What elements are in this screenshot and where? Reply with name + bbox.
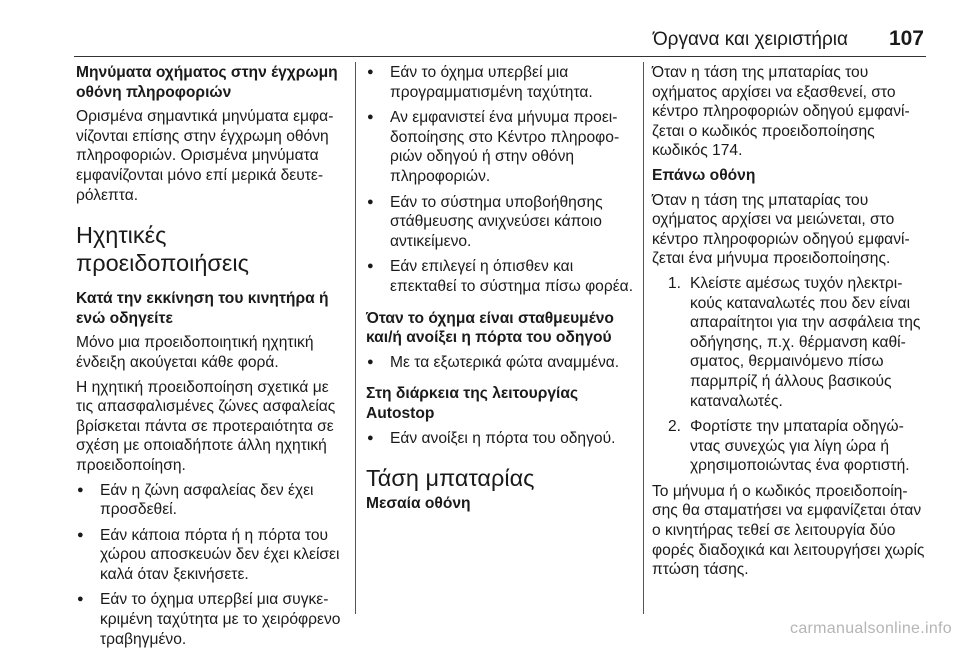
list-item: [652, 417, 928, 476]
list-item: ● Εάν το όχημα υπερβεί μια συγκεκριμένη ταχύτητα με το χειρόφρενο τραβηγμένο.: [76, 590, 344, 649]
column-divider: [355, 62, 356, 614]
paragraph: Ορισμένα σημαντικά μηνύματα εμφανίζονται επίσης στην έγχρωμη οθόνη πληροφοριών. Ορισμένα μηνύματα εμφανίζονται μόνο επί μερικά δευτερόλεπτα.: [76, 108, 334, 204]
paragraph: Η ηχητική προειδοποίηση σχετικά με τις απασφαλισμένες ζώνες ασφαλείας βρίσκεται πάντα σε προτεραιότητα σε σχέση με οποιαδήποτε άλλη ηχητική προειδοποίηση.: [76, 378, 336, 474]
step-text: Φορτίστε την μπαταρία οδηγώντας συνεχώς για λίγη ώρα ή χρησιμοποιώντας ένα φορτιστή.: [690, 418, 910, 475]
page-number: 107: [888, 27, 924, 50]
list-item: ● Εάν κάποια πόρτα ή η πόρτα του χώρου αποσκευών δεν έχει κλείσει καλά όταν ξεκινήσετε.: [76, 526, 344, 585]
list-item: ● Εάν επιλεγεί η όπισθεν και επεκταθεί το σύστημα πίσω φορέα.: [366, 257, 634, 296]
paragraph: Όταν η τάση της μπαταρίας του οχήματος αρχίσει να εξασθενεί, στο κέντρο πληροφοριών οδηγού εμφανίζεται ο κωδικός προειδοποίησης κωδικός 174.: [652, 64, 910, 160]
paragraph: Μόνο μια προειδοποιητική ηχητική ένδειξη ακούγεται κάθε φορά.: [76, 334, 314, 371]
list-item: ● Εάν η ζώνη ασφαλείας δεν έχει προσδεθεί.: [76, 481, 344, 520]
list-item: ● Εάν ανοίξει η πόρτα του οδηγού.: [366, 429, 634, 449]
column-right: [652, 63, 928, 585]
subheading-parked: Όταν το όχημα είναι σταθμευμένο και/ή ανοίξει η πόρτα του οδηγού: [366, 309, 614, 347]
paragraph: Όταν η τάση της μπαταρίας του οχήματος αρχίσει να μειώνεται, στο κέντρο πληροφοριών οδηγού εμφανίζεται ένα μήνυμα προειδοποίησης.: [652, 191, 910, 268]
subheading-upper-display: Επάνω οθόνη: [652, 166, 756, 184]
step-number: 2.: [668, 418, 682, 436]
bullet-list: [366, 63, 634, 297]
section-title-battery-voltage: Τάση μπαταρίας: [366, 465, 535, 492]
header-rule: [74, 56, 926, 57]
watermark: carmanualsonline.info: [790, 620, 952, 637]
subheading-middle-display: Μεσαία οθόνη: [366, 495, 471, 513]
list-item: ● Αν εμφανιστεί ένα μήνυμα προειδοποίησης στο Κέντρο πληροφοριών οδηγού ή στην οθόνη πληροφοριών.: [366, 108, 634, 186]
bullet-list: [76, 481, 344, 650]
list-item: [652, 274, 928, 411]
bullet-list: [366, 353, 634, 373]
step-number: 1.: [668, 274, 682, 292]
list-item: ● Εάν το όχημα υπερβεί μια προγραμματισμένη ταχύτητα.: [366, 63, 634, 102]
list-item: ● Εάν το σύστημα υποβοήθησης στάθμευσης ανιχνεύσει κάποιο αντικείμενο.: [366, 193, 634, 252]
bullet-list: [366, 429, 634, 449]
numbered-list: [652, 274, 928, 476]
subheading-autostop: Στη διάρκεια της λειτουργίας Autostop: [366, 385, 579, 422]
subheading-engine-start: Κατά την εκκίνηση του κινητήρα ή ενώ οδηγείτε: [76, 290, 329, 327]
column-left: [76, 63, 344, 655]
section-title-audible-warnings: Ηχητικές προειδοποιήσεις: [76, 222, 249, 277]
column-middle: [366, 63, 634, 519]
page-title: Όργανα και χειριστήρια: [652, 29, 848, 50]
step-text: Κλείστε αμέσως τυχόν ηλεκτρικούς καταναλωτές που δεν είναι απαραίτητοι για την ασφάλεια της οδήγησης, π.χ. θέρμανση καθίσματος, θερμαινόμενο πίσω παρμπρίζ ή άλλους βασικούς καταναλωτές.: [690, 274, 921, 410]
column-divider: [643, 62, 644, 614]
subheading-vehicle-messages: Μηνύματα οχήματος στην έγχρωμη οθόνη πληροφοριών: [76, 64, 338, 101]
list-item: ● Με τα εξωτερικά φώτα αναμμένα.: [366, 353, 634, 373]
page-header: [0, 0, 960, 58]
paragraph: Το μήνυμα ή ο κωδικός προειδοποίησης θα σταματήσει να εμφανίζεται όταν ο κινητήρας τεθεί σε λειτουργία δύο φορές διαδοχικά και λειτουργήσει χωρίς πτώση τάσης.: [652, 482, 925, 579]
